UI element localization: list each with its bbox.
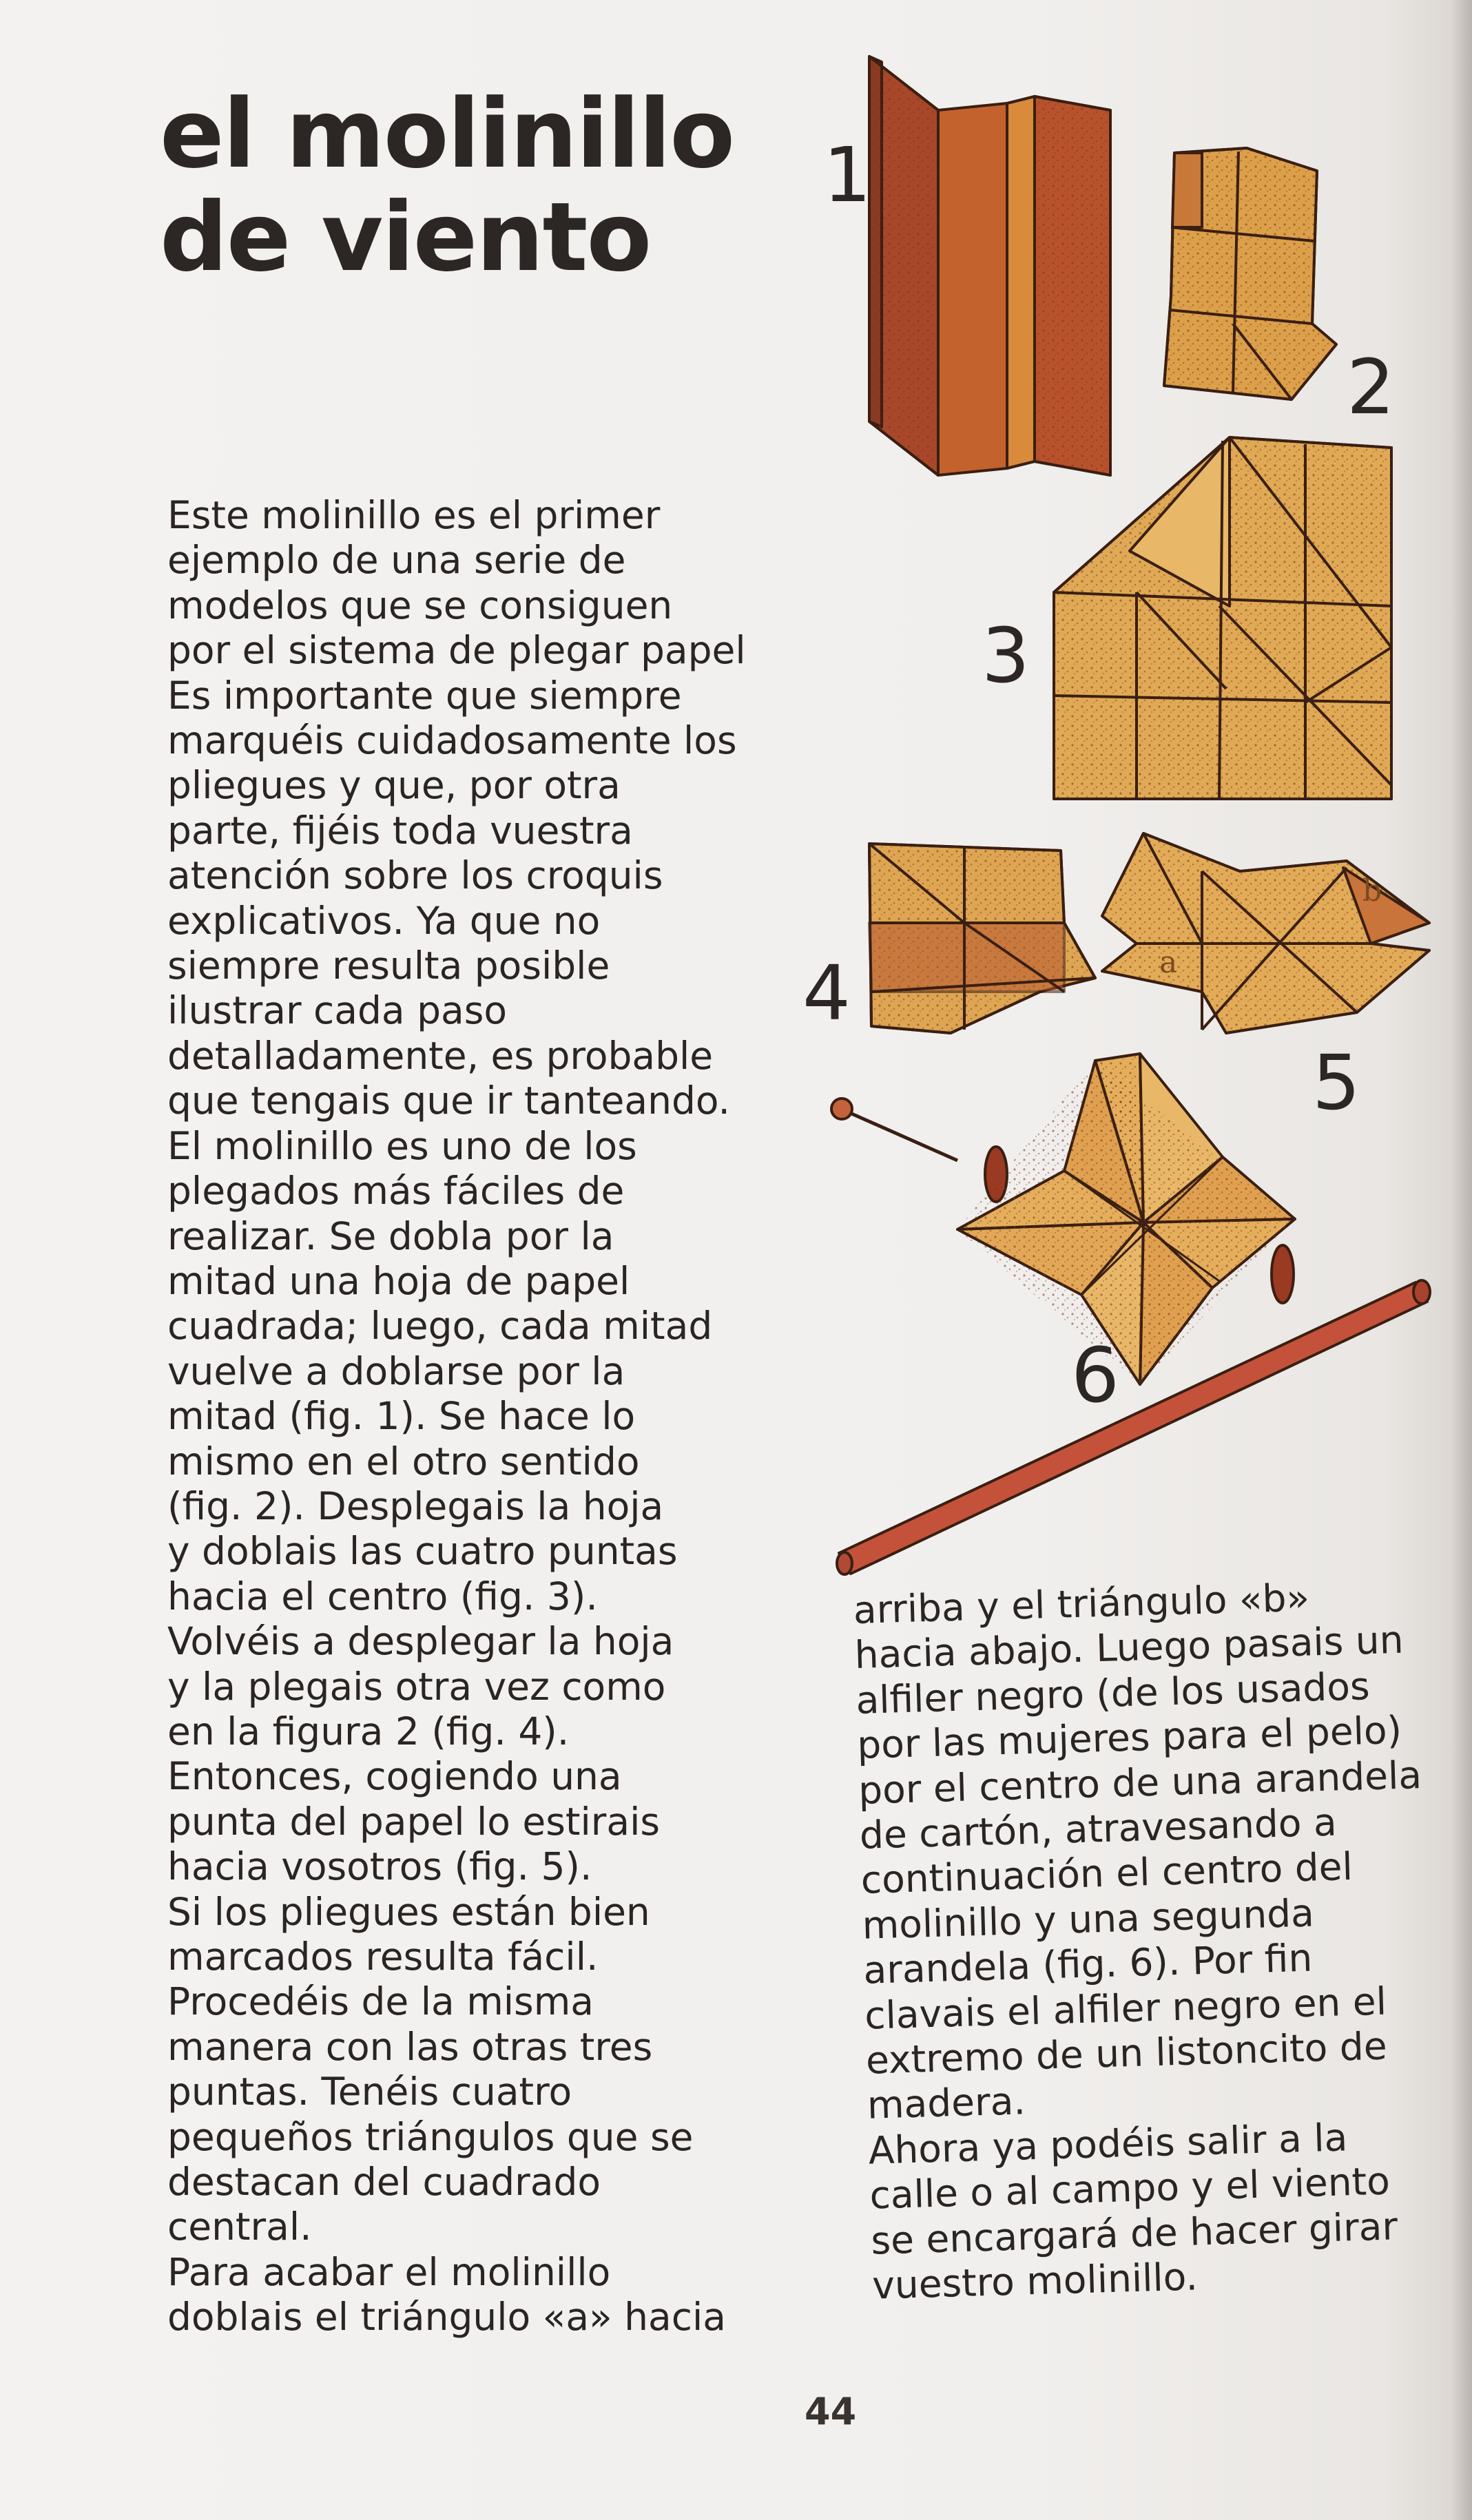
figure-4-partial-fold bbox=[869, 844, 1095, 1033]
figure-5-points-pulled bbox=[1102, 833, 1429, 1033]
text-line: pequeños triángulos que se bbox=[167, 2114, 694, 2159]
text-line: molinillo y una segunda bbox=[861, 1891, 1315, 1948]
figure-3-corner-fold bbox=[1054, 437, 1391, 799]
text-line: Este molinillo es el primer bbox=[167, 493, 661, 537]
text-line: cuadrada; luego, cada mitad bbox=[167, 1304, 713, 1348]
text-line: mitad (fig. 1). Se hace lo bbox=[167, 1394, 636, 1439]
text-line: Ahora ya podéis salir a la bbox=[867, 2115, 1349, 2173]
text-line: madera. bbox=[867, 2079, 1026, 2128]
text-line: vuelve a doblarse por la bbox=[167, 1348, 625, 1393]
figure-number-3: 3 bbox=[982, 612, 1030, 700]
text-line: que tengais que ir tanteando. bbox=[167, 1079, 731, 1123]
text-line: Si los pliegues están bien bbox=[167, 1889, 650, 1934]
text-line: por las mujeres para el pelo) bbox=[856, 1708, 1402, 1768]
text-line: alfiler negro (de los usados bbox=[855, 1663, 1371, 1722]
page-number: 44 bbox=[805, 2390, 857, 2433]
figure-number-1: 1 bbox=[823, 131, 871, 219]
text-line: extremo de un listoncito de bbox=[865, 2023, 1388, 2083]
text-line: siempre resulta posible bbox=[167, 944, 610, 988]
text-line: Para acabar el molinillo bbox=[167, 2249, 611, 2294]
text-line: por el centro de una arandela bbox=[858, 1752, 1422, 1813]
text-line: clavais el alfiler negro en el bbox=[864, 1979, 1387, 2038]
figure-number-6: 6 bbox=[1071, 1331, 1119, 1419]
text-line: ilustrar cada paso bbox=[167, 988, 508, 1033]
text-line: central. bbox=[167, 2205, 312, 2249]
figure-number-2: 2 bbox=[1347, 343, 1395, 431]
text-line: punta del papel lo estirais bbox=[167, 1799, 661, 1844]
text-line: hacia el centro (fig. 3). bbox=[167, 1574, 598, 1618]
text-line: en la figura 2 (fig. 4). bbox=[167, 1709, 570, 1753]
text-line: explicativos. Ya que no bbox=[167, 898, 601, 943]
text-line: ejemplo de una serie de bbox=[167, 538, 626, 583]
figure-1-folded-strip bbox=[869, 56, 1110, 475]
title-line-2: de viento bbox=[160, 182, 651, 293]
body-text-right-column bbox=[853, 1572, 1436, 2309]
text-line: de cartón, atravesando a bbox=[859, 1800, 1338, 1857]
text-line: y la plegais otra vez como bbox=[167, 1664, 666, 1709]
text-line: calle o al campo y el viento bbox=[869, 2158, 1391, 2218]
figure-letter-a: a bbox=[1159, 945, 1178, 980]
text-line: Es importante que siempre bbox=[167, 673, 682, 718]
text-line: continuación el centro del bbox=[860, 1844, 1354, 1903]
text-line: pliegues y que, por otra bbox=[167, 763, 621, 808]
text-line: Entonces, cogiendo una bbox=[167, 1754, 622, 1799]
text-line: realizar. Se dobla por la bbox=[167, 1214, 614, 1258]
title-line-1: el molinillo bbox=[160, 79, 734, 189]
text-line: vuestro molinillo. bbox=[871, 2254, 1199, 2308]
text-line: Volvéis a desplegar la hoja bbox=[167, 1619, 674, 1664]
text-line: mitad una hoja de papel bbox=[167, 1258, 630, 1303]
text-line: detalladamente, es probable bbox=[167, 1033, 714, 1078]
text-line: puntas. Tenéis cuatro bbox=[167, 2070, 572, 2114]
text-line: manera con las otras tres bbox=[167, 2024, 653, 2069]
text-line: por el sistema de plegar papel bbox=[167, 628, 746, 673]
text-line: El molinillo es uno de los bbox=[167, 1123, 637, 1168]
text-line: Procedéis de la misma bbox=[167, 1979, 594, 2024]
text-line: mismo en el otro sentido bbox=[167, 1439, 640, 1483]
text-line: parte, fijéis toda vuestra bbox=[167, 808, 633, 853]
text-line: arandela (fig. 6). Por fin bbox=[862, 1935, 1314, 1993]
text-line: (fig. 2). Desplegais la hoja bbox=[167, 1483, 664, 1528]
text-line: doblais el triángulo «a» hacia bbox=[167, 2295, 726, 2340]
text-line: marcados resulta fácil. bbox=[167, 1935, 599, 1979]
figure-2-square-folded bbox=[1164, 148, 1336, 399]
text-line: modelos que se consiguen bbox=[167, 583, 673, 627]
figure-letter-b: b bbox=[1362, 873, 1382, 908]
figure-number-4: 4 bbox=[802, 949, 851, 1037]
figure-6-pinwheel-assembly bbox=[831, 1054, 1430, 1574]
text-line: plegados más fáciles de bbox=[167, 1169, 625, 1214]
text-line: destacan del cuadrado bbox=[167, 2160, 601, 2205]
text-line: hacia vosotros (fig. 5). bbox=[167, 1844, 592, 1889]
text-line: marquéis cuidadosamente los bbox=[167, 718, 737, 763]
text-line: hacia abajo. Luego pasais un bbox=[853, 1618, 1404, 1678]
text-line: arriba y el triángulo «b» bbox=[853, 1575, 1310, 1632]
text-line: atención sobre los croquis bbox=[167, 853, 663, 898]
figure-number-5: 5 bbox=[1312, 1039, 1360, 1127]
body-text-left-column bbox=[167, 493, 746, 2340]
text-line: se encargará de hacer girar bbox=[870, 2203, 1398, 2263]
text-line: y doblais las cuatro puntas bbox=[167, 1529, 678, 1574]
